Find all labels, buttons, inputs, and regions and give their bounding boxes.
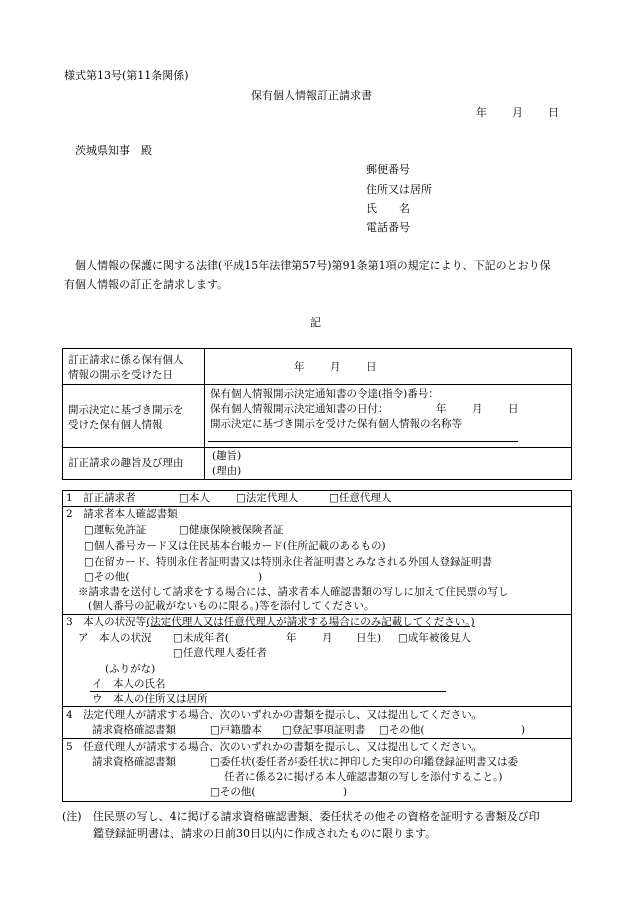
name-label: 氏 名 (366, 202, 410, 215)
phone-label: 電話番号 (366, 221, 410, 234)
legal-docs-other-checkbox[interactable]: □その他( (379, 724, 425, 736)
birth-year: 年 (286, 632, 297, 644)
power-of-attorney-checkbox[interactable]: □委任状(委任者が委任状に押印した実印の印鑑登録証明書又は委 (210, 756, 519, 768)
disclosed-info-name-label[interactable]: 開示決定に基づき開示を受けた保有個人情報の名称等 (210, 418, 462, 430)
notice-number-label[interactable]: 保有個人情報開示決定通知書の令達(指令)番号： (210, 388, 439, 400)
section-3-title: 3 本人の状況等(法定代理人又は任意代理人が請求する場合にのみ記載してください。) (66, 616, 475, 628)
address-label: 住所又は居所 (366, 183, 432, 196)
residence-card-checkbox[interactable]: □在留カード、特別永住者証明書又は特別永住者証明書とみなされる外国人登録証明書 (84, 556, 492, 568)
principal-status-label: ア 本人の状況 (78, 632, 152, 644)
principal-address-label[interactable]: ウ 本人の住所又は居所 (92, 693, 208, 705)
mail-request-note-2: (個人番号の記載がないものに限る。)等を添付してください。 (88, 600, 375, 612)
intro-line-2: 有個人情報の訂正を請求します。 (64, 278, 229, 291)
postal-code-label: 郵便番号 (366, 163, 410, 176)
ki-heading: 記 (310, 316, 321, 329)
purpose-field[interactable]: (趣旨) (212, 450, 242, 462)
section-1-title: 1 訂正請求者 (66, 492, 136, 504)
my-number-card-checkbox[interactable]: □個人番号カード又は住民基本台帳カード(住所記載のあるもの) (84, 540, 386, 552)
drivers-license-checkbox[interactable]: □運転免許証 (84, 524, 147, 536)
reason-field[interactable]: (理由) (212, 465, 242, 477)
furigana-label: (ふりがな) (105, 663, 156, 675)
health-insurance-checkbox[interactable]: □健康保険被保険者証 (179, 524, 284, 536)
legal-docs-other-close: ) (521, 724, 526, 736)
power-of-attorney-note: 任者に係る2に掲げる本人確認書類の写しを添付すること。) (224, 771, 503, 783)
intro-line-1: 個人情報の保護に関する法律(平成15年法律第57号)第91条第1項の規定により、下記のとおり保 (75, 259, 551, 272)
family-register-checkbox[interactable]: □戸籍謄本 (210, 724, 262, 736)
disclosure-month[interactable]: 月 (330, 361, 341, 373)
birth-day: 日生) (356, 632, 382, 644)
form-number: 様式第13号(第11条関係) (64, 69, 189, 82)
purpose-reason-label: 訂正請求の趣旨及び理由 (68, 457, 184, 469)
addressee: 茨城県知事 殿 (75, 144, 152, 157)
disclosure-date-label-2: 情報の開示を受けた日 (68, 369, 173, 381)
requester-legal-agent-checkbox[interactable]: □法定代理人 (236, 492, 299, 504)
voluntary-docs-other-checkbox[interactable]: □その他( (210, 786, 256, 798)
minor-checkbox[interactable]: □未成年者( (173, 632, 230, 644)
id-other-close: ) (258, 571, 263, 583)
notice-month: 月 (472, 403, 483, 415)
section-5-title: 5 任意代理人が請求する場合、次のいずれかの書類を提示し、又は提出してください。 (66, 741, 483, 753)
date-day: 日 (548, 106, 559, 119)
adult-ward-checkbox[interactable]: □成年被後見人 (398, 632, 471, 644)
requester-voluntary-agent-checkbox[interactable]: □任意代理人 (329, 492, 392, 504)
disclosure-year[interactable]: 年 (294, 361, 305, 373)
requester-self-checkbox[interactable]: □本人 (179, 492, 210, 504)
voluntary-docs-other-close: ) (343, 786, 348, 798)
section-4-title: 4 法定代理人が請求する場合、次のいずれかの書類を提示し、又は提出してください。 (66, 709, 483, 721)
document-title: 保有個人情報訂正請求書 (251, 89, 372, 102)
birth-month: 月 (322, 632, 333, 644)
voluntary-principal-checkbox[interactable]: □任意代理人委任者 (173, 647, 267, 659)
registry-certificate-checkbox[interactable]: □登記事項証明書 (282, 724, 366, 736)
footnote-line-2: 鑑登録証明書は、請求の日前30日以内に作成されたものに限ります。 (93, 827, 437, 840)
disclosure-day[interactable]: 日 (366, 361, 377, 373)
id-other-checkbox[interactable]: □その他( (84, 571, 130, 583)
disclosed-info-label-2: 受けた保有個人情報 (68, 419, 163, 431)
section-2-title: 2 請求者本人確認書類 (66, 508, 178, 520)
voluntary-agent-docs-label: 請求資格確認書類 (92, 756, 176, 768)
disclosed-info-label-1: 開示決定に基づき開示を (68, 404, 184, 416)
legal-agent-docs-label: 請求資格確認書類 (92, 724, 176, 736)
footnote-line-1: (注) 住民票の写し、4に掲げる請求資格確認書類、委任状その他その資格を証明する書類及び印 (62, 810, 540, 823)
notice-year: 年 (436, 403, 447, 415)
notice-day: 日 (508, 403, 519, 415)
date-month: 月 (512, 106, 523, 119)
principal-name-label[interactable]: イ 本人の氏名 (92, 678, 166, 690)
date-year: 年 (476, 106, 487, 119)
mail-request-note-1: ※請求書を送付して請求をする場合には、請求者本人確認書類の写しに加えて住民票の写し (78, 586, 509, 598)
disclosure-date-label-1: 訂正請求に係る保有個人 (68, 354, 184, 366)
notice-date-label[interactable]: 保有個人情報開示決定通知書の日付： (210, 403, 389, 415)
